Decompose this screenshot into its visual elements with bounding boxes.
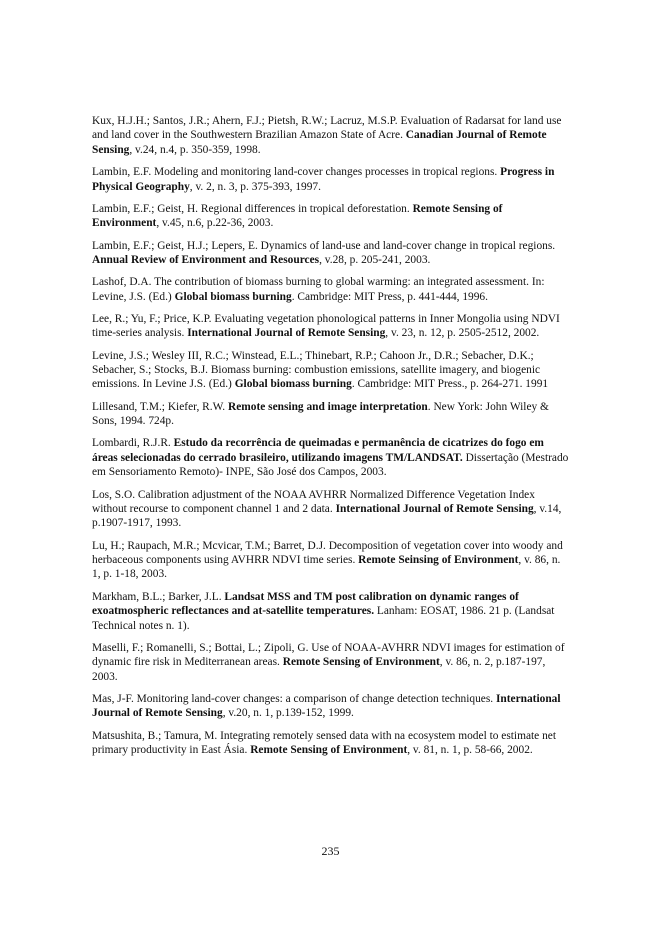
- reference-entry: [92, 692, 570, 721]
- reference-entry: [92, 312, 570, 341]
- reference-entry: [92, 729, 570, 758]
- reference-text: , v. 86, n. 2, p.187-197, 2003.: [92, 656, 546, 683]
- reference-list: [92, 114, 570, 765]
- reference-text: , v.20, n. 1, p.139-152, 1999.: [222, 707, 354, 720]
- reference-source-title: Remote Sensing of Environment: [250, 744, 408, 757]
- reference-entry: [92, 239, 570, 268]
- reference-source-title: Annual Review of Environment and Resources: [92, 253, 320, 266]
- reference-entry: [92, 400, 570, 429]
- reference-source-title: Estudo da recorrência de queimadas e permanência de cicatrizes do fogo em áreas selecionadas do cerrado brasileiro, utilizando imagens TM/LANDSAT.: [92, 437, 544, 464]
- reference-entry: [92, 436, 570, 479]
- reference-entry: [92, 275, 570, 304]
- reference-text: Maselli, F.; Romanelli, S.; Bottai, L.; Zipoli, G. Use of NOAA-AVHRR NDVI images for estimation of dynamic fire risk in Mediterranean areas.: [92, 641, 565, 669]
- reference-text: Markham, B.L.; Barker, J.L.: [92, 590, 225, 603]
- reference-text: , v.14, p.1907-1917, 1993.: [92, 502, 562, 530]
- reference-entry: [92, 539, 570, 582]
- reference-source-title: Remote Sensing of Environment: [92, 202, 503, 230]
- reference-entry: [92, 165, 570, 194]
- reference-source-title: Progress in Physical Geography: [92, 166, 555, 193]
- reference-source-title: Canadian Journal of Remote Sensing: [92, 129, 547, 156]
- page-number: 235: [321, 844, 340, 858]
- reference-entry: [92, 202, 570, 231]
- reference-text: , v. 81, n. 1, p. 58-66, 2002.: [407, 744, 533, 757]
- reference-text: Kux, H.J.H.; Santos, J.R.; Ahern, F.J.; Pietsh, R.W.; Lacruz, M.S.P. Evaluation of Radarsat for land use and land cover in the Southwestern Brazilian Amazon State of Acre.: [92, 115, 562, 142]
- reference-source-title: Remote sensing and image interpretation: [228, 400, 428, 413]
- reference-source-title: Landsat MSS and TM post calibration on dynamic ranges of exoatmospheric reflectances and at-satellite temperatures.: [92, 590, 519, 618]
- reference-text: Mas, J-F. Monitoring land-cover changes: a comparison of change detection techniques.: [92, 692, 496, 705]
- reference-source-title: Global biomass burning: [174, 290, 292, 303]
- reference-source-title: International Journal of Remote Sensing: [335, 502, 534, 515]
- reference-entry: [92, 349, 570, 392]
- reference-text: Lu, H.; Raupach, M.R.; Mcvicar, T.M.; Barret, D.J. Decomposition of vegetation cover into woody and herbaceous components using AVHRR NDVI time series.: [92, 539, 563, 567]
- reference-text: . Cambridge: MIT Press., p. 264-271. 1991: [351, 378, 549, 391]
- reference-source-title: International Journal of Remote Sensing: [92, 692, 561, 720]
- reference-text: Lillesand, T.M.; Kiefer, R.W.: [92, 400, 228, 413]
- reference-text: Lombardi, R.J.R.: [92, 437, 174, 450]
- reference-text: , v.28, p. 205-241, 2003.: [319, 253, 431, 266]
- reference-text: , v.45, n.6, p.22-36, 2003.: [156, 217, 274, 230]
- reference-text: Matsushita, B.; Tamura, M. Integrating remotely sensed data with na ecosystem model to estimate net primary productivity in East Ásia.: [92, 729, 557, 757]
- reference-text: Dissertação (Mestrado em Sensoriamento Remoto)- INPE, São José dos Campos, 2003.: [92, 451, 569, 479]
- reference-entry: [92, 114, 570, 157]
- reference-text: Lambin, E.F.; Geist, H.J.; Lepers, E. Dynamics of land-use and land-cover change in tropical regions.: [92, 239, 556, 252]
- reference-text: , v. 23, n. 12, p. 2505-2512, 2002.: [385, 327, 540, 340]
- reference-text: Lashof, D.A. The contribution of biomass burning to global warming: an integrated assessment. In: Levine, J.S. (Ed.): [92, 276, 545, 303]
- reference-entry: [92, 641, 570, 684]
- reference-text: , v. 2, n. 3, p. 375-393, 1997.: [189, 180, 321, 193]
- reference-text: Los, S.O. Calibration adjustment of the NOAA AVHRR Normalized Difference Vegetation Index without recourse to component channel 1 and 2 data.: [92, 488, 535, 515]
- reference-source-title: Global biomass burning: [234, 378, 352, 391]
- reference-source-title: Remote Sensing of Environment: [282, 656, 440, 669]
- reference-text: . New York: John Wiley & Sons, 1994. 724p.: [92, 400, 549, 428]
- reference-text: Lambin, E.F.; Geist, H. Regional differences in tropical deforestation.: [92, 202, 413, 215]
- reference-text: Lanham: EOSAT, 1986. 21 p. (Landsat Technical notes n. 1).: [92, 605, 555, 632]
- reference-entry: [92, 590, 570, 633]
- reference-text: Lee, R.; Yu, F.; Price, K.P. Evaluating vegetation phonological patterns in Inner Mongolia using NDVI time-series analysis.: [92, 312, 560, 340]
- reference-text: , v. 86, n. 1, p. 1-18, 2003.: [92, 554, 561, 581]
- reference-source-title: International Journal of Remote Sensing: [187, 327, 386, 340]
- reference-source-title: Remote Seinsing of Environment: [358, 554, 519, 567]
- reference-text: , v.24, n.4, p. 350-359, 1998.: [129, 143, 261, 156]
- reference-text: Levine, J.S.; Wesley III, R.C.; Winstead, E.L.; Thinebart, R.P.; Cahoon Jr., D.R.; Sebacher, D.K.; Sebacher, S.; Stocks, B.J. Biomass burning: combustion emissions, satellite imagery, and biogenic emissions. In Levine J.S. (Ed.): [92, 349, 541, 391]
- reference-entry: [92, 488, 570, 531]
- reference-text: Lambin, E.F. Modeling and monitoring land-cover changes processes in tropical regions.: [92, 166, 501, 179]
- reference-text: . Cambridge: MIT Press, p. 441-444, 1996.: [291, 290, 488, 303]
